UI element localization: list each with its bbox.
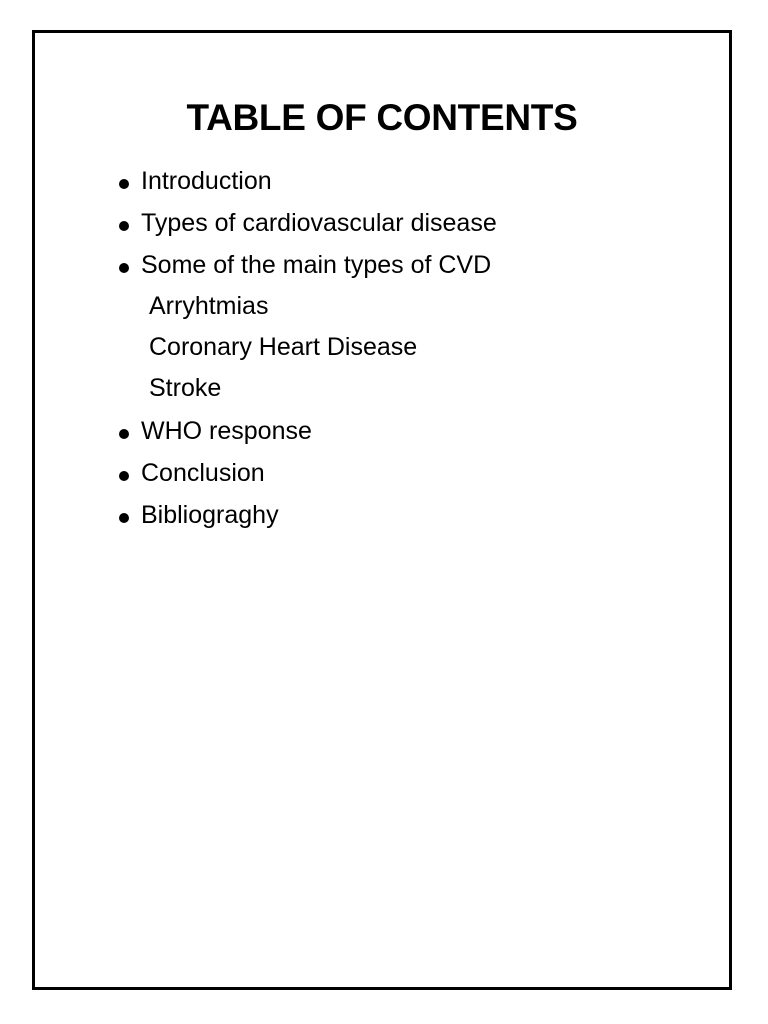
toc-item-label: WHO response <box>141 417 312 445</box>
toc-subitem-coronary-heart-disease <box>117 332 497 362</box>
toc-item-bibliography <box>117 500 497 530</box>
toc-item-label: Stroke <box>149 374 222 402</box>
toc-item-label: Some of the main types of CVD <box>141 251 492 279</box>
toc-subitem-arrhythmias <box>117 291 497 321</box>
toc-list <box>117 166 497 530</box>
toc-item-types-of-cvd <box>117 208 497 238</box>
toc-item-label: Types of cardiovascular disease <box>141 209 497 237</box>
toc-item-introduction <box>117 166 497 196</box>
bullet-icon <box>119 471 129 481</box>
toc-item-label: Introduction <box>141 167 272 195</box>
bullet-icon <box>119 513 129 523</box>
page-border <box>32 30 732 990</box>
toc-item-conclusion <box>117 458 497 488</box>
toc-item-main-types-of-cvd <box>117 250 497 280</box>
bullet-icon <box>119 179 129 189</box>
toc-item-who-response <box>117 416 497 446</box>
bullet-icon <box>119 221 129 231</box>
bullet-icon <box>119 429 129 439</box>
page-title: TABLE OF CONTENTS <box>186 97 578 138</box>
toc-item-label: Coronary Heart Disease <box>149 333 418 361</box>
bullet-icon <box>119 263 129 273</box>
toc-item-label: Conclusion <box>141 459 265 487</box>
toc-item-label: Bibliograghy <box>141 501 279 529</box>
toc-subitem-stroke <box>117 373 497 403</box>
toc-item-label: Arryhtmias <box>149 292 269 320</box>
